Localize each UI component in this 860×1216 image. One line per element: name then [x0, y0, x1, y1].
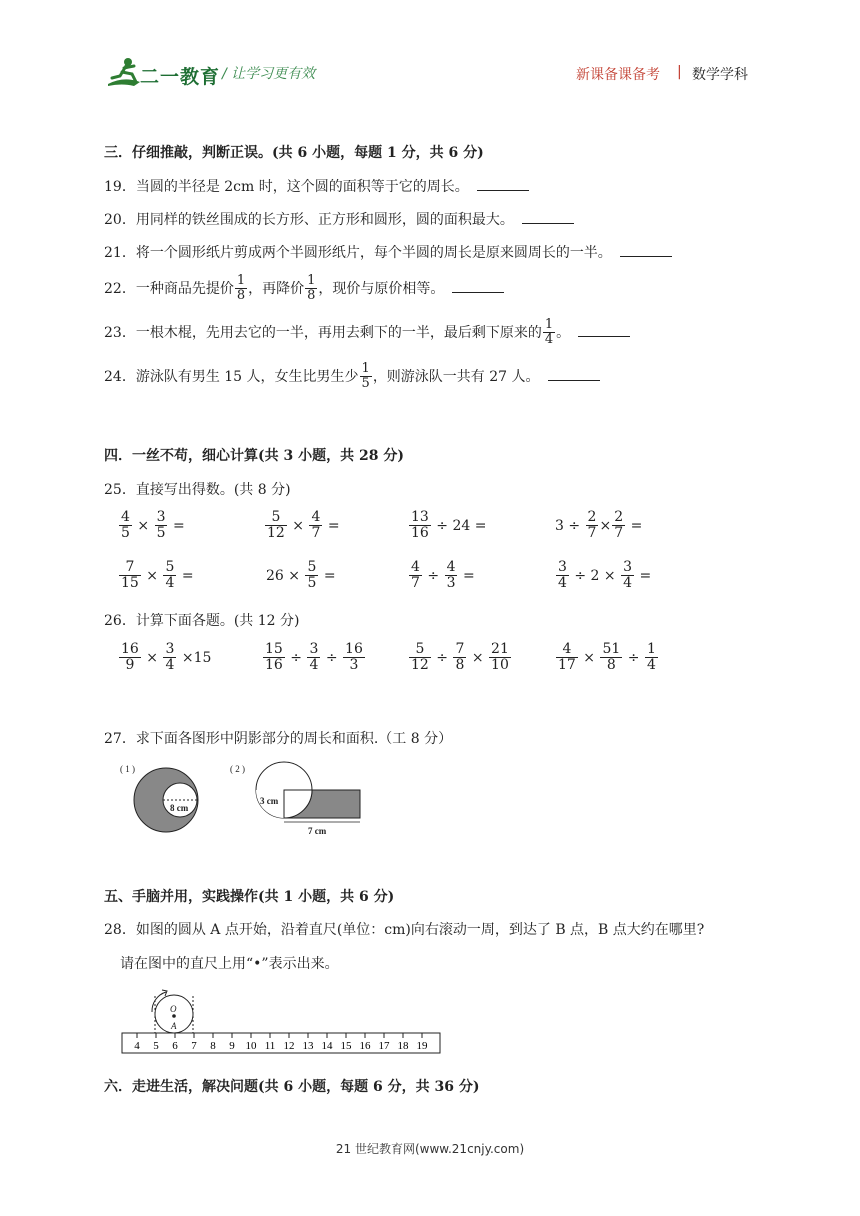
question-22: 22．一种商品先提价 $\frac{1}{8}$ ，再降价 $\frac{1}{8}$ ，现价与原价相等。	[104, 274, 504, 304]
ruler-tick-label: 5	[153, 1040, 159, 1052]
question-19: 19．当圆的半径是 2cm 时，这个圆的面积等于它的周长。	[104, 176, 529, 196]
calc-expression: $\frac{3}{4}$ ÷ 2 × $\frac{3}{4}$ =	[558, 559, 652, 592]
section-6-title: 六．走进生活，解决问题(共 6 小题，每题 6 分，共 36 分)	[104, 1079, 480, 1095]
figure-label: ( 1 )	[120, 764, 135, 774]
calc-expression: $\frac{16}{9}$ × $\frac{3}{4}$ ×15	[121, 641, 212, 674]
header-subject: 数学学科	[692, 67, 748, 83]
slogan: / 让学习更有效	[222, 66, 316, 82]
question-24: 24．游泳队有男生 15 人，女生比男生少 $\frac{1}{5}$ ，则游泳队一共有 27 人。	[104, 362, 600, 392]
header-right-text: 新课备课备考	[576, 67, 660, 83]
ruler-tick-label: 8	[210, 1040, 216, 1052]
question-26: 26．计算下面各题。(共 12 分)	[104, 613, 300, 629]
question-21: 21．将一个圆形纸片剪成两个半圆形纸片，每个半圆的周长是原来圆周长的一半。	[104, 242, 672, 262]
point-a-label: A	[171, 1021, 177, 1031]
calc-expression: $\frac{4}{7}$ ÷ $\frac{4}{3}$ =	[411, 559, 475, 592]
question-20: 20．用同样的铁丝围成的长方形、正方形和圆形，圆的面积最大。	[104, 209, 574, 229]
fraction: $\frac{1}{5}$	[361, 361, 370, 392]
question-27: 27．求下面各图形中阴影部分的周长和面积.（工 8 分）	[104, 731, 453, 747]
ruler-tick-label: 19	[416, 1040, 428, 1052]
calc-expression: $\frac{7}{15}$ × $\frac{5}{4}$ =	[121, 559, 194, 592]
ruler-tick-label: 14	[321, 1040, 333, 1052]
ruler-tick-label: 12	[283, 1040, 295, 1052]
answer-blank[interactable]	[578, 322, 630, 337]
answer-blank[interactable]	[522, 209, 574, 224]
section-4-title: 四．一丝不苟，细心计算(共 3 小题，共 28 分)	[104, 448, 404, 464]
ruler-tick-label: 7	[191, 1040, 197, 1052]
calc-expression: $\frac{5}{12}$ ÷ $\frac{7}{8}$ × $\frac{21}{10}$	[411, 641, 509, 674]
calc-expression: $\frac{4}{17}$ × $\frac{51}{8}$ ÷ $\frac{1}{4}$	[558, 641, 656, 674]
ruler-tick-label: 4	[134, 1040, 140, 1052]
ruler-tick-label: 6	[172, 1040, 178, 1052]
calc-expression: $\frac{15}{16}$ ÷ $\frac{3}{4}$ ÷ $\frac{16}{3}$	[265, 641, 363, 674]
figure-label: ( 2 )	[230, 764, 245, 774]
ruler-tick-label: 16	[359, 1040, 371, 1052]
calc-expression: $\frac{5}{12}$ × $\frac{4}{7}$ =	[267, 509, 340, 542]
question-28-instruction: 请在图中的直尺上用“•”表示出来。	[120, 956, 339, 972]
answer-blank[interactable]	[477, 176, 529, 191]
figure-1-shaded-ring	[118, 760, 208, 836]
dimension-label: 7 cm	[308, 826, 327, 836]
point-o-label: O	[170, 1004, 177, 1014]
ruler-tick-label: 9	[229, 1040, 235, 1052]
fraction: $\frac{1}{8}$	[307, 273, 316, 304]
figure-2-circle-rectangle	[228, 760, 368, 840]
ruler-tick-label: 18	[397, 1040, 409, 1052]
ruler-tick-label: 17	[378, 1040, 390, 1052]
calc-expression: $\frac{4}{5}$ × $\frac{3}{5}$ =	[121, 509, 185, 542]
dimension-label: 8 cm	[170, 803, 189, 813]
header-separator: |	[677, 64, 682, 80]
dimension-label: 3 cm	[260, 796, 279, 806]
answer-blank[interactable]	[548, 366, 600, 381]
answer-blank[interactable]	[452, 278, 504, 293]
calc-expression: 26 × $\frac{5}{5}$ =	[266, 559, 336, 592]
ruler-circle-figure	[118, 986, 444, 1058]
question-28: 28．如图的圆从 A 点开始，沿着直尺(单位：cm)向右滚动一周，到达了 B 点，B 点大约在哪里?	[104, 922, 705, 938]
calc-expression: $\frac{13}{16}$ ÷ 24 =	[411, 509, 487, 542]
logo-text: 二一教育	[140, 66, 221, 88]
ruler-tick-label: 10	[245, 1040, 257, 1052]
section-5-title: 五、手脑并用，实践操作(共 1 小题，共 6 分)	[104, 889, 395, 905]
fraction: $\frac{1}{4}$	[544, 317, 554, 348]
calc-expression: 3 ÷ $\frac{2}{7}$ × $\frac{2}{7}$ =	[555, 509, 643, 542]
footer: 21 世纪教育网(www.21cnjy.com)	[335, 1142, 525, 1156]
fraction: $\frac{1}{8}$	[236, 273, 246, 304]
answer-blank[interactable]	[620, 242, 672, 257]
question-23: 23．一根木棍，先用去它的一半，再用去剩下的一半，最后剩下原来的 $\frac{1}{4}$ 。	[104, 318, 630, 348]
ruler-tick-label: 15	[340, 1040, 352, 1052]
question-25: 25．直接写出得数。(共 8 分)	[104, 482, 291, 498]
section-3-title: 三．仔细推敲，判断正误。(共 6 小题，每题 1 分，共 6 分)	[104, 145, 484, 161]
ruler-tick-label: 13	[302, 1040, 314, 1052]
ruler-tick-label: 11	[264, 1040, 276, 1052]
